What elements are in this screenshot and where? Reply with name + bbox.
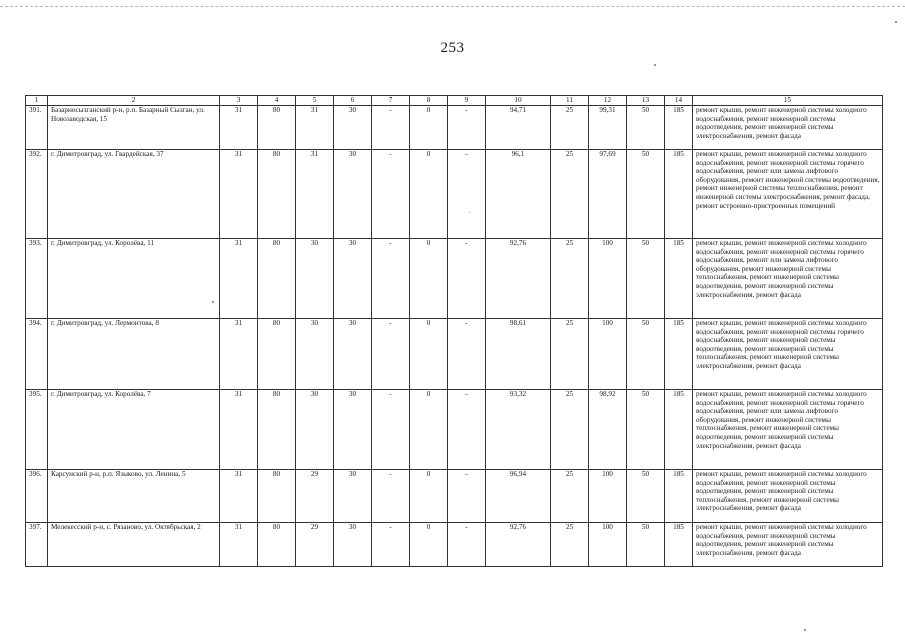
cell-value-col10: 96,94 bbox=[486, 470, 551, 523]
cell-address: Карсунский р-н, р.п. Языково, ул. Ленина, 5 bbox=[48, 470, 220, 523]
cell-value-col7: - bbox=[372, 150, 410, 239]
cell-value-col8: 0 bbox=[410, 150, 448, 239]
column-header: 11 bbox=[551, 96, 589, 106]
cell-value-col7: - bbox=[372, 470, 410, 523]
cell-value-col10: 92,76 bbox=[486, 239, 551, 319]
cell-value-col14: 185 bbox=[665, 390, 693, 470]
cell-value-col13: 50 bbox=[627, 319, 665, 390]
cell-value-col6: 30 bbox=[334, 470, 372, 523]
cell-value-col4: 80 bbox=[258, 523, 296, 567]
cell-value-col5: 31 bbox=[296, 106, 334, 150]
cell-value-col11: 25 bbox=[551, 150, 589, 239]
column-header: 4 bbox=[258, 96, 296, 106]
cell-value-col3: 31 bbox=[220, 523, 258, 567]
cell-value-col6: 30 bbox=[334, 319, 372, 390]
cell-value-col12: 99,31 bbox=[589, 106, 627, 150]
cell-value-col4: 80 bbox=[258, 470, 296, 523]
cell-value-col3: 31 bbox=[220, 470, 258, 523]
cell-value-col5: 30 bbox=[296, 390, 334, 470]
cell-value-col4: 80 bbox=[258, 319, 296, 390]
cell-value-col5: 30 bbox=[296, 239, 334, 319]
cell-value-col14: 185 bbox=[665, 523, 693, 567]
cell-row-number: 393. bbox=[26, 239, 48, 319]
table-row bbox=[26, 523, 883, 567]
cell-row-number: 392. bbox=[26, 150, 48, 239]
table-row bbox=[26, 390, 883, 470]
cell-value-col9: - bbox=[448, 106, 486, 150]
table-row bbox=[26, 150, 883, 239]
column-header: 14 bbox=[665, 96, 693, 106]
cell-address: г. Димитровград, ул. Королёва, 7 bbox=[48, 390, 220, 470]
cell-value-col3: 31 bbox=[220, 239, 258, 319]
cell-value-col8: 0 bbox=[410, 319, 448, 390]
cell-value-col8: 0 bbox=[410, 470, 448, 523]
cell-value-col12: 100 bbox=[589, 523, 627, 567]
column-header: 7 bbox=[372, 96, 410, 106]
cell-value-col11: 25 bbox=[551, 523, 589, 567]
cell-value-col5: 29 bbox=[296, 470, 334, 523]
cell-value-col10: 96,1 bbox=[486, 150, 551, 239]
cell-repair-works: ремонт крыши, ремонт инженерной системы холодного водоснабжения, ремонт инженерной системы горячего водоснабжения, ремонт инженерной системы водоотведения, ремонт инженерной системы теплоснабжения, ремонт инженерной системы электроснабжения, ремонт фасада bbox=[693, 319, 883, 390]
cell-value-col9: - bbox=[448, 390, 486, 470]
table-row bbox=[26, 106, 883, 150]
cell-address: г. Димитровград, ул. Королёва, 11 bbox=[48, 239, 220, 319]
cell-value-col10: 94,71 bbox=[486, 106, 551, 150]
cell-value-col11: 25 bbox=[551, 239, 589, 319]
cell-value-col6: 30 bbox=[334, 106, 372, 150]
cell-value-col5: 29 bbox=[296, 523, 334, 567]
column-header: 9 bbox=[448, 96, 486, 106]
cell-address: Мелекесский р-н, с. Рязаново, ул. Октябрьская, 2 bbox=[48, 523, 220, 567]
cell-value-col7: - bbox=[372, 523, 410, 567]
cell-value-col6: 30 bbox=[334, 523, 372, 567]
cell-value-col11: 25 bbox=[551, 319, 589, 390]
cell-value-col12: 100 bbox=[589, 239, 627, 319]
cell-value-col4: 80 bbox=[258, 390, 296, 470]
cell-value-col11: 25 bbox=[551, 470, 589, 523]
table-row bbox=[26, 470, 883, 523]
cell-value-col6: 30 bbox=[334, 150, 372, 239]
cell-value-col9: - bbox=[448, 319, 486, 390]
cell-value-col8: 0 bbox=[410, 239, 448, 319]
cell-value-col3: 31 bbox=[220, 150, 258, 239]
cell-value-col4: 80 bbox=[258, 106, 296, 150]
cell-value-col4: 80 bbox=[258, 239, 296, 319]
cell-address: Базарносызганский р-н, р.п. Базарный Сызган, ул. Новозаводская, 15 bbox=[48, 106, 220, 150]
cell-value-col3: 31 bbox=[220, 390, 258, 470]
cell-repair-works: ремонт крыши, ремонт инженерной системы холодного водоснабжения, ремонт инженерной системы водоотведения, ремонт инженерной системы теплоснабжения, ремонт инженерной системы электроснабжения, ремонт фасада bbox=[693, 470, 883, 523]
scan-speck bbox=[804, 629, 806, 631]
column-header: 12 bbox=[589, 96, 627, 106]
column-header: 5 bbox=[296, 96, 334, 106]
cell-value-col13: 50 bbox=[627, 150, 665, 239]
cell-value-col11: 25 bbox=[551, 390, 589, 470]
table-row bbox=[26, 239, 883, 319]
cell-repair-works: ремонт крыши, ремонт инженерной системы холодного водоснабжения, ремонт инженерной системы водоотведения, ремонт инженерной системы электроснабжения, ремонт фасада bbox=[693, 106, 883, 150]
column-header: 15 bbox=[693, 96, 883, 106]
column-header: 8 bbox=[410, 96, 448, 106]
repair-registry-table bbox=[25, 95, 883, 567]
cell-repair-works: ремонт крыши, ремонт инженерной системы холодного водоснабжения, ремонт инженерной системы водоотведения, ремонт инженерной системы электроснабжения, ремонт фасада bbox=[693, 523, 883, 567]
cell-value-col12: 98,92 bbox=[589, 390, 627, 470]
cell-value-col14: 185 bbox=[665, 470, 693, 523]
cell-value-col10: 93,32 bbox=[486, 390, 551, 470]
cell-row-number: 397. bbox=[26, 523, 48, 567]
column-header: 2 bbox=[48, 96, 220, 106]
cell-value-col13: 50 bbox=[627, 106, 665, 150]
cell-row-number: 391. bbox=[26, 106, 48, 150]
cell-value-col5: 31 bbox=[296, 150, 334, 239]
column-header: 3 bbox=[220, 96, 258, 106]
table-row bbox=[26, 319, 883, 390]
cell-value-col4: 80 bbox=[258, 150, 296, 239]
scan-edge-top bbox=[0, 6, 905, 7]
cell-row-number: 395. bbox=[26, 390, 48, 470]
cell-value-col14: 185 bbox=[665, 150, 693, 239]
cell-address: г. Димитровград, ул. Гвардейская, 37 bbox=[48, 150, 220, 239]
cell-value-col10: 92,76 bbox=[486, 523, 551, 567]
column-header: 13 bbox=[627, 96, 665, 106]
cell-value-col5: 30 bbox=[296, 319, 334, 390]
cell-repair-works: ремонт крыши, ремонт инженерной системы холодного водоснабжения, ремонт инженерной системы горячего водоснабжения, ремонт или замена лифтового оборудования, ремонт инженерной системы теплоснабжения, ремонт инженерной системы водоотведения, ремонт инженерной системы электроснабжения, ремонт фасада bbox=[693, 390, 883, 470]
cell-value-col13: 50 bbox=[627, 390, 665, 470]
cell-value-col3: 31 bbox=[220, 319, 258, 390]
cell-value-col6: 30 bbox=[334, 390, 372, 470]
cell-value-col14: 185 bbox=[665, 239, 693, 319]
cell-value-col9: - bbox=[448, 239, 486, 319]
cell-address: г. Димитровград, ул. Лермонтова, 8 bbox=[48, 319, 220, 390]
cell-value-col11: 25 bbox=[551, 106, 589, 150]
column-header: 6 bbox=[334, 96, 372, 106]
cell-row-number: 394. bbox=[26, 319, 48, 390]
cell-repair-works: ремонт крыши, ремонт инженерной системы холодного водоснабжения, ремонт инженерной системы горячего водоснабжения, ремонт или замена лифтового оборудования, ремонт инженерной системы водоотведения, ремонт инженерной системы теплоснабжения, ремонт инженерной системы электроснабжения, ремонт фасада, ремонт встроенно-пристроенных помещений bbox=[693, 150, 883, 239]
cell-value-col7: - bbox=[372, 239, 410, 319]
cell-value-col14: 185 bbox=[665, 106, 693, 150]
cell-value-col13: 50 bbox=[627, 523, 665, 567]
cell-value-col9: - bbox=[448, 150, 486, 239]
cell-value-col12: 97,69 bbox=[589, 150, 627, 239]
scan-speck bbox=[895, 21, 897, 23]
column-number-header-row bbox=[26, 96, 883, 106]
page-number: 253 bbox=[440, 40, 465, 56]
cell-value-col12: 100 bbox=[589, 470, 627, 523]
cell-value-col3: 31 bbox=[220, 106, 258, 150]
cell-value-col9: - bbox=[448, 523, 486, 567]
cell-value-col8: 0 bbox=[410, 523, 448, 567]
cell-value-col13: 50 bbox=[627, 239, 665, 319]
cell-value-col8: 0 bbox=[410, 106, 448, 150]
cell-value-col7: - bbox=[372, 106, 410, 150]
column-header: 10 bbox=[486, 96, 551, 106]
cell-value-col12: 100 bbox=[589, 319, 627, 390]
cell-value-col13: 50 bbox=[627, 470, 665, 523]
cell-repair-works: ремонт крыши, ремонт инженерной системы холодного водоснабжения, ремонт инженерной системы горячего водоснабжения, ремонт или замена лифтового оборудования, ремонт инженерной системы теплоснабжения, ремонт инженерной системы водоотведения, ремонт инженерной системы электроснабжения, ремонт фасада bbox=[693, 239, 883, 319]
cell-value-col7: - bbox=[372, 319, 410, 390]
cell-row-number: 396. bbox=[26, 470, 48, 523]
cell-value-col8: 0 bbox=[410, 390, 448, 470]
cell-value-col6: 30 bbox=[334, 239, 372, 319]
scan-speck bbox=[654, 64, 656, 66]
cell-value-col7: - bbox=[372, 390, 410, 470]
column-header: 1 bbox=[26, 96, 48, 106]
cell-value-col10: 98,61 bbox=[486, 319, 551, 390]
cell-value-col14: 185 bbox=[665, 319, 693, 390]
cell-value-col9: - bbox=[448, 470, 486, 523]
